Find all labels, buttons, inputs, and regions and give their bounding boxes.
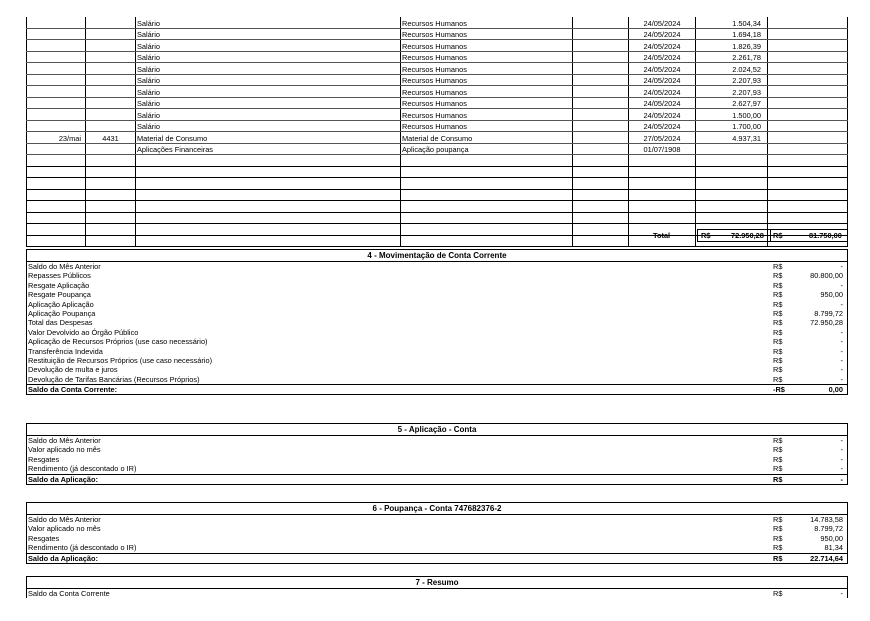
section-row — [27, 464, 847, 473]
section-row — [27, 300, 847, 309]
row-label: Devolução de Tarifas Bancárias (Recursos Próprios) — [28, 374, 200, 384]
empty-cell — [696, 212, 768, 224]
empty-cell — [136, 166, 401, 178]
section-title: 4 - Movimentação de Conta Corrente — [27, 250, 847, 262]
row-label: Restituição de Recursos Próprios (use caso necessário) — [28, 355, 213, 365]
cell-y — [768, 86, 848, 98]
amount: - — [840, 262, 843, 271]
cell-date: 23/mai — [27, 132, 86, 144]
row-label: Valor aplicado no mês — [28, 445, 101, 455]
cell-cat: Recursos Humanos — [401, 28, 573, 40]
cell-cat: Material de Consumo — [401, 132, 573, 144]
table-row — [27, 120, 848, 132]
amount: - — [840, 299, 843, 309]
empty-cell — [768, 155, 848, 167]
cell-x — [573, 109, 629, 121]
amount: - — [840, 464, 843, 474]
cell-x — [573, 17, 629, 28]
cell-value: 4.937,31 — [696, 132, 768, 144]
cell-cat: Recursos Humanos — [401, 63, 573, 75]
empty-cell — [27, 201, 86, 213]
total-label: Total — [653, 231, 671, 240]
empty-cell — [573, 201, 629, 213]
cell-due: 24/05/2024 — [629, 51, 696, 63]
cell-due: 24/05/2024 — [629, 97, 696, 109]
currency: R$ — [773, 271, 783, 281]
table-row — [27, 109, 848, 121]
currency: R$ — [773, 365, 783, 375]
section-row — [27, 337, 847, 346]
cell-x — [573, 132, 629, 144]
cell-y — [768, 28, 848, 40]
currency: R$ — [773, 299, 783, 309]
cell-num — [86, 86, 136, 98]
cell-due: 24/05/2024 — [629, 86, 696, 98]
row-label: Total das Despesas — [28, 318, 93, 328]
empty-row — [27, 201, 848, 213]
table-row — [27, 51, 848, 63]
balance-row — [27, 384, 847, 394]
currency: R$ — [773, 553, 783, 563]
empty-cell — [86, 166, 136, 178]
empty-row — [27, 212, 848, 224]
empty-cell — [86, 212, 136, 224]
amount: - — [840, 436, 843, 445]
currency: R$ — [773, 337, 783, 347]
empty-row — [27, 166, 848, 178]
cell-cat: Recursos Humanos — [401, 17, 573, 28]
cell-desc: Material de Consumo — [136, 132, 401, 144]
empty-cell — [768, 189, 848, 201]
cell-x — [573, 40, 629, 52]
cell-date — [27, 86, 86, 98]
table-row — [27, 74, 848, 86]
row-label: Rendimento (já descontado o IR) — [28, 464, 137, 474]
empty-cell — [27, 189, 86, 201]
empty-cell — [768, 178, 848, 190]
cell-x — [573, 97, 629, 109]
empty-cell — [696, 189, 768, 201]
currency: R$ — [773, 346, 783, 356]
cell-num: 4431 — [86, 132, 136, 144]
row-label: Saldo do Mês Anterior — [28, 515, 101, 524]
table-row — [27, 97, 848, 109]
currency: R$ — [773, 589, 783, 598]
table-row — [27, 143, 848, 155]
cell-desc: Salário — [136, 51, 401, 63]
currency: R$ — [773, 436, 783, 445]
row-label: Saldo da Aplicação: — [28, 553, 98, 563]
row-label: Valor Devolvido ao Órgão Público — [28, 327, 139, 337]
cell-due: 24/05/2024 — [629, 17, 696, 28]
section-row — [27, 262, 847, 271]
amount: - — [840, 365, 843, 375]
amount: 8.799,72 — [814, 308, 843, 318]
cell-y — [768, 120, 848, 132]
cell-date — [27, 143, 86, 155]
cell-cat: Recursos Humanos — [401, 97, 573, 109]
cell-date — [27, 51, 86, 63]
empty-cell — [136, 178, 401, 190]
cell-due: 27/05/2024 — [629, 132, 696, 144]
section-row — [27, 524, 847, 533]
cell-desc: Salário — [136, 74, 401, 86]
currency: R$ — [773, 355, 783, 365]
row-label: Resgate Poupança — [28, 290, 91, 300]
empty-cell — [27, 166, 86, 178]
cell-y — [768, 97, 848, 109]
currency: R$ — [773, 524, 783, 534]
balance-row — [27, 474, 847, 484]
row-label: Devolução de multa e juros — [28, 365, 118, 375]
empty-cell — [768, 166, 848, 178]
amount: 81,34 — [824, 543, 843, 553]
section-title: 7 - Resumo — [27, 577, 847, 589]
table-row — [27, 132, 848, 144]
currency: R$ — [773, 454, 783, 464]
row-label: Saldo da Aplicação: — [28, 474, 98, 484]
balance-row — [27, 553, 847, 563]
section-row — [27, 290, 847, 299]
amount: 950,00 — [820, 533, 843, 543]
cell-desc: Salário — [136, 40, 401, 52]
cell-num — [86, 51, 136, 63]
row-label: Saldo do Mês Anterior — [28, 262, 101, 271]
section-row — [27, 543, 847, 552]
cell-value: 2.261,78 — [696, 51, 768, 63]
section-title: 5 - Aplicação - Conta — [27, 424, 847, 436]
currency: R$ — [773, 290, 783, 300]
cell-desc: Salário — [136, 109, 401, 121]
cell-due: 24/05/2024 — [629, 28, 696, 40]
cell-y — [768, 51, 848, 63]
cell-x — [573, 120, 629, 132]
section-poupanca — [26, 502, 848, 564]
amount: - — [840, 280, 843, 290]
section-row — [27, 318, 847, 327]
cell-value: 2.207,93 — [696, 74, 768, 86]
empty-cell — [27, 212, 86, 224]
currency: R$ — [773, 543, 783, 553]
cell-desc: Salário — [136, 17, 401, 28]
cell-num — [86, 63, 136, 75]
cell-num — [86, 120, 136, 132]
empty-row — [27, 178, 848, 190]
amount: - — [840, 374, 843, 384]
total-currency-1: R$ — [701, 231, 711, 240]
cell-cat: Recursos Humanos — [401, 109, 573, 121]
amount: - — [840, 355, 843, 365]
cell-x — [573, 63, 629, 75]
total-currency-2: R$ — [773, 231, 783, 240]
empty-cell — [136, 155, 401, 167]
currency: R$ — [773, 308, 783, 318]
cell-x — [573, 86, 629, 98]
cell-desc: Salário — [136, 28, 401, 40]
cell-date — [27, 40, 86, 52]
row-label: Aplicação de Recursos Próprios (use caso necessário) — [28, 337, 208, 347]
row-label: Repasses Públicos — [28, 271, 91, 281]
empty-cell — [573, 212, 629, 224]
empty-cell — [27, 155, 86, 167]
table-row — [27, 40, 848, 52]
section-title: 6 - Poupança - Conta 747682376-2 — [27, 503, 847, 515]
cell-y — [768, 109, 848, 121]
section-row — [27, 328, 847, 337]
cell-num — [86, 28, 136, 40]
cell-value: 1.500,00 — [696, 109, 768, 121]
amount: - — [840, 346, 843, 356]
section-row — [27, 271, 847, 280]
cell-date — [27, 28, 86, 40]
cell-desc: Salário — [136, 86, 401, 98]
section-row — [27, 365, 847, 374]
empty-row — [27, 155, 848, 167]
row-label: Saldo da Conta Corrente — [28, 589, 110, 598]
row-label: Resgates — [28, 454, 60, 464]
amount: - — [840, 589, 843, 598]
table-row — [27, 63, 848, 75]
empty-cell — [136, 189, 401, 201]
cell-num — [86, 40, 136, 52]
cell-value: 2.207,93 — [696, 86, 768, 98]
empty-cell — [768, 201, 848, 213]
section-conta-corrente — [26, 249, 848, 395]
currency: R$ — [773, 318, 783, 328]
amount: 950,00 — [820, 290, 843, 300]
cell-value — [696, 143, 768, 155]
cell-desc: Salário — [136, 97, 401, 109]
empty-cell — [86, 189, 136, 201]
empty-cell — [401, 155, 573, 167]
empty-cell — [629, 189, 696, 201]
empty-cell — [629, 201, 696, 213]
cell-desc: Salário — [136, 120, 401, 132]
cell-desc: Aplicações Financeiras — [136, 143, 401, 155]
cell-value: 2.024,52 — [696, 63, 768, 75]
amount: 22.714,64 — [810, 553, 843, 563]
cell-due: 24/05/2024 — [629, 120, 696, 132]
total-row — [26, 230, 847, 241]
cell-cat: Recursos Humanos — [401, 74, 573, 86]
empty-cell — [629, 178, 696, 190]
row-label: Aplicação Poupança — [28, 308, 96, 318]
cell-y — [768, 143, 848, 155]
section-aplicacao — [26, 423, 848, 485]
empty-cell — [573, 189, 629, 201]
empty-cell — [401, 201, 573, 213]
row-label: Valor aplicado no mês — [28, 524, 101, 534]
empty-cell — [573, 178, 629, 190]
cell-y — [768, 132, 848, 144]
cell-date — [27, 74, 86, 86]
cell-num — [86, 143, 136, 155]
section-row — [27, 375, 847, 384]
section-row — [27, 445, 847, 454]
empty-cell — [136, 201, 401, 213]
cell-due: 24/05/2024 — [629, 109, 696, 121]
amount: 80.800,00 — [810, 271, 843, 281]
currency: R$ — [773, 445, 783, 455]
empty-cell — [86, 155, 136, 167]
table-row — [27, 86, 848, 98]
cell-due: 24/05/2024 — [629, 40, 696, 52]
total-value-2: 81.750,00 — [809, 231, 842, 240]
empty-cell — [629, 155, 696, 167]
empty-cell — [768, 212, 848, 224]
empty-cell — [573, 166, 629, 178]
cell-date — [27, 109, 86, 121]
empty-cell — [401, 178, 573, 190]
cell-x — [573, 28, 629, 40]
cell-due: 01/07/1908 — [629, 143, 696, 155]
cell-y — [768, 17, 848, 28]
currency: R$ — [773, 474, 783, 484]
cell-date — [27, 120, 86, 132]
section-resumo — [26, 576, 848, 598]
empty-cell — [401, 189, 573, 201]
empty-cell — [86, 201, 136, 213]
currency: R$ — [773, 262, 783, 271]
currency: R$ — [773, 374, 783, 384]
row-label: Saldo da Conta Corrente: — [28, 385, 118, 395]
currency: R$ — [773, 327, 783, 337]
section-row — [27, 356, 847, 365]
cell-num — [86, 17, 136, 28]
currency: R$ — [773, 280, 783, 290]
empty-cell — [401, 212, 573, 224]
amount: 72.950,28 — [810, 318, 843, 328]
amount: - — [840, 474, 843, 484]
section-row — [27, 281, 847, 290]
empty-cell — [573, 155, 629, 167]
row-label: Saldo do Mês Anterior — [28, 436, 101, 445]
cell-value: 1.504,34 — [696, 17, 768, 28]
empty-cell — [696, 201, 768, 213]
amount: 14.783,58 — [810, 515, 843, 524]
section-row — [27, 436, 847, 445]
cell-due: 24/05/2024 — [629, 74, 696, 86]
cell-y — [768, 63, 848, 75]
row-label: Rendimento (já descontado o IR) — [28, 543, 137, 553]
cell-value: 2.627,97 — [696, 97, 768, 109]
cell-cat: Recursos Humanos — [401, 51, 573, 63]
cell-value: 1.826,39 — [696, 40, 768, 52]
currency: R$ — [773, 464, 783, 474]
expense-table — [26, 17, 848, 247]
cell-cat: Recursos Humanos — [401, 86, 573, 98]
amount: 0,00 — [828, 385, 843, 395]
empty-cell — [27, 178, 86, 190]
cell-value: 1.694,18 — [696, 28, 768, 40]
amount: - — [840, 445, 843, 455]
empty-cell — [629, 166, 696, 178]
row-label: Transferência Indevida — [28, 346, 103, 356]
cell-value: 1.700,00 — [696, 120, 768, 132]
cell-due: 24/05/2024 — [629, 63, 696, 75]
section-row — [27, 347, 847, 356]
empty-row — [27, 189, 848, 201]
empty-cell — [696, 166, 768, 178]
amount: - — [840, 337, 843, 347]
total-value-1: 72.950,28 — [731, 231, 764, 240]
table-row — [27, 28, 848, 40]
section-row — [27, 309, 847, 318]
cell-num — [86, 109, 136, 121]
cell-date — [27, 63, 86, 75]
cell-y — [768, 40, 848, 52]
cell-x — [573, 143, 629, 155]
amount: - — [840, 327, 843, 337]
amount: - — [840, 454, 843, 464]
row-label: Resgate Aplicação — [28, 280, 90, 290]
cell-x — [573, 51, 629, 63]
section-row — [27, 455, 847, 464]
cell-date — [27, 97, 86, 109]
empty-cell — [136, 212, 401, 224]
cell-desc: Salário — [136, 63, 401, 75]
row-label: Aplicação Aplicação — [28, 299, 94, 309]
cell-num — [86, 74, 136, 86]
cell-cat: Recursos Humanos — [401, 120, 573, 132]
table-row — [27, 17, 848, 28]
currency: R$ — [773, 515, 783, 524]
cell-num — [86, 97, 136, 109]
cell-x — [573, 74, 629, 86]
section-row — [27, 515, 847, 524]
cell-date — [27, 17, 86, 28]
empty-cell — [696, 155, 768, 167]
empty-cell — [86, 178, 136, 190]
empty-cell — [696, 178, 768, 190]
section-row — [27, 534, 847, 543]
currency: -R$ — [773, 385, 785, 395]
empty-cell — [401, 166, 573, 178]
amount: 8.799,72 — [814, 524, 843, 534]
cell-cat: Aplicação poupança — [401, 143, 573, 155]
cell-y — [768, 74, 848, 86]
row-label: Resgates — [28, 533, 60, 543]
empty-cell — [629, 212, 696, 224]
cell-cat: Recursos Humanos — [401, 40, 573, 52]
currency: R$ — [773, 533, 783, 543]
section-row — [27, 589, 847, 598]
